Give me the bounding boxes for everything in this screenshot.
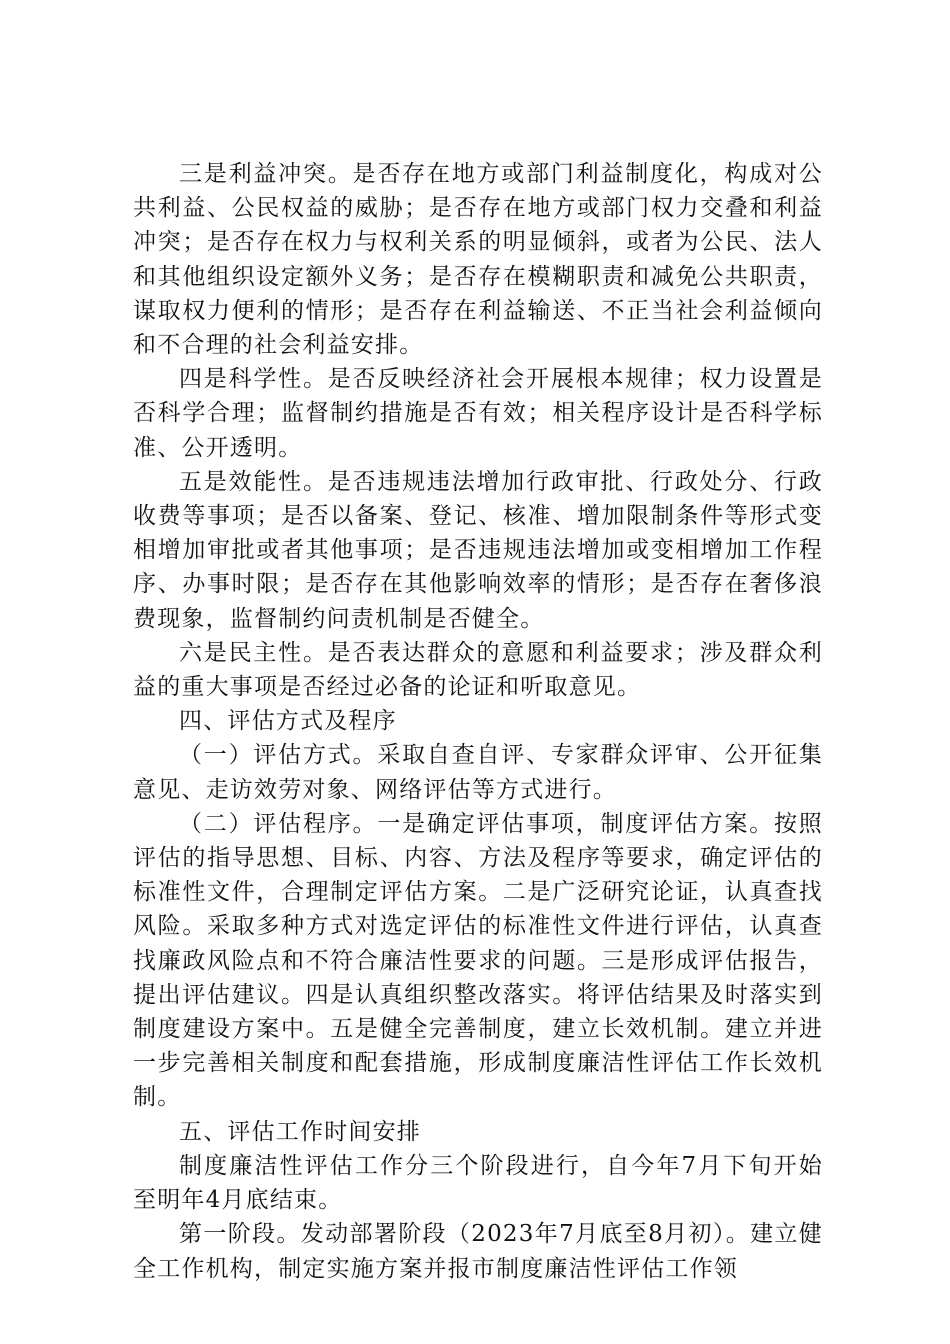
paragraph-assessment-method: （一）评估方式。采取自查自评、专家群众评审、公开征集意见、走访效劳对象、网络评估等方式进行。 <box>133 742 823 803</box>
paragraph-first-stage: 第一阶段。发动部署阶段（2023年7月底至8月初）。建立健全工作机构，制定实施方案并报市制度廉洁性评估工作领 <box>133 1221 823 1282</box>
paragraph-efficiency: 五是效能性。是否违规违法增加行政审批、行政处分、行政收费等事项；是否以备案、登记、核准、增加限制条件等形式变相增加审批或者其他事项；是否违规违法增加或变相增加工作程序、办事时限；是否存在其他影响效率的情形；是否存在奢侈浪费现象，监督制约问责机制是否健全。 <box>133 468 823 632</box>
document-body <box>133 157 823 1286</box>
paragraph-schedule-overview: 制度廉洁性评估工作分三个阶段进行，自今年7月下旬开始至明年4月底结束。 <box>133 1152 823 1214</box>
paragraph-scientific: 四是科学性。是否反映经济社会开展根本规律；权力设置是否科学合理；监督制约措施是否有效；相关程序设计是否科学标准、公开透明。 <box>133 366 823 461</box>
paragraph-conflict-of-interest: 三是利益冲突。是否存在地方或部门利益制度化，构成对公共利益、公民权益的威胁；是否存在地方或部门权力交叠和利益冲突；是否存在权力与权利关系的明显倾斜，或者为公民、法人和其他组织设定额外义务；是否存在模糊职责和减免公共职责，谋取权力便利的情形；是否存在利益输送、不正当社会利益倾向和不合理的社会利益安排。 <box>133 161 823 359</box>
section-heading-assessment-method: 四、评估方式及程序 <box>179 708 397 735</box>
paragraph-assessment-procedure: （二）评估程序。一是确定评估事项，制度评估方案。按照评估的指导思想、目标、内容、方法及程序等要求，确定评估的标准性文件，合理制定评估方案。二是广泛研究论证，认真查找风险。采取多种方式对选定评估的标准性文件进行评估，认真查找廉政风险点和不符合廉洁性要求的问题。三是形成评估报告，提出评估建议。四是认真组织整改落实。将评估结果及时落实到制度建设方案中。五是健全完善制度，建立长效机制。建立并进一步完善相关制度和配套措施，形成制度廉洁性评估工作长效机制。 <box>133 810 823 1111</box>
paragraph-democratic: 六是民主性。是否表达群众的意愿和利益要求；涉及群众利益的重大事项是否经过必备的论证和听取意见。 <box>133 639 823 701</box>
section-heading-schedule: 五、评估工作时间安排 <box>179 1118 421 1145</box>
